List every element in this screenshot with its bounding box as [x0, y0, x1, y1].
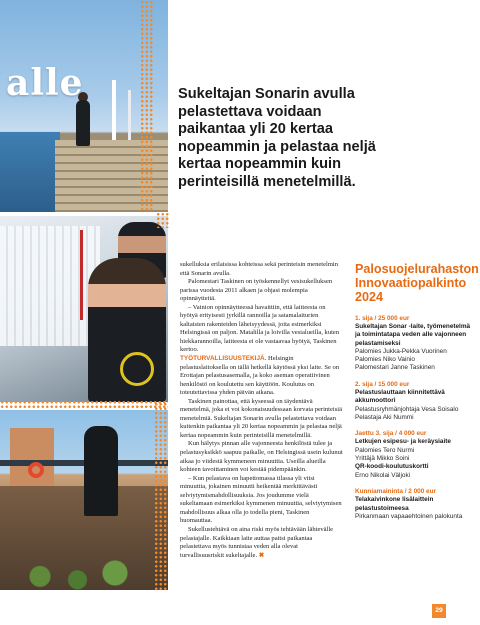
dotted-divider — [140, 0, 154, 212]
prize-rank: Kunniamaininta / 2 000 eur — [355, 487, 436, 495]
prize-rank: 2. sija / 15 000 eur — [355, 380, 410, 388]
body-paragraph: Kun hälytys pinnan alle vajonneesta henkilöstä tulee ja pelastusyksikkö saapuu paikalle, on Helsingissä usein kulunut aikaa jo viidestä kymmeneen minuuttia. Useilla alueilla kohteen tavoittaminen voi kestää pidempäänkin. — [180, 440, 343, 474]
body-paragraph — [180, 355, 343, 398]
prize-person: Palomies Jukka-Pekka Vuorinen — [355, 347, 447, 355]
photo-diver — [76, 100, 90, 146]
prize-person: Palomestari Janne Taskinen — [355, 364, 435, 372]
dotted-divider — [154, 402, 168, 590]
prize-person: Palomies Niko Vainio — [355, 356, 415, 364]
prize-person: Yrittäjä Mikko Soini — [355, 455, 410, 463]
prize-entry — [355, 430, 475, 463]
prize-person: Erno Nikolai Väljoki — [355, 471, 411, 479]
prize-title: Telakaivinkone lisälaittein pelastustoimeesa — [355, 496, 434, 512]
prize-person: Pirkanmaan vapaaehtoinen palokunta — [355, 512, 463, 520]
photo-life-ring — [28, 462, 44, 478]
body-paragraph: Taskinen painottaa, että kyseessä on täydentävä menetelmä, joka ei voi kokonaisuudessaan korvata perinteisiä menetelmiä. Sukeltajan Sonarin avulla pelastettava voidaan kuitenkin paikantaa yli 20 kertaa nopeammin ja pelastaa neljä kertaa nopeammin kuin perinteisillä menetelmillä. — [180, 397, 342, 439]
photo-sea — [0, 132, 60, 212]
body-paragraph: sukelluksia erilaisissa kohteissa sekä perinteisin menetelmin että Sonarin avulla. — [180, 261, 338, 277]
body-paragraph: – Kun pelastava on hapettomassa tilassa yli viisi minuuttia, jokainen minuutti heikentää merkittävästi selviytymismahdollisuuksia. Jos joudumme vielä sukeltamaan esimerkiksi kymmenen minuuttia, selviytymisen mahdollisuus alkaa olla jo todella pieni, Taskinen huomauttaa. — [180, 474, 342, 525]
photo-plants — [10, 556, 160, 590]
photo-yellow-cable — [120, 352, 154, 386]
body-paragraph: Palomestari Taskinen on työskennellyt vesisukelluksen parissa vuodesta 2011 alkaen ja ohjasi molempia opinnäytteitä. — [180, 278, 333, 303]
prize-title: Pelastuslauttaan kiinnitettävä akkumoottori — [355, 388, 445, 405]
photo-ship-mast — [112, 80, 116, 140]
award-sidebar — [355, 262, 479, 529]
body-text: Helsingin pelastuslaitoksella on tällä hetkellä käytössä yksi laite. Se on Erottajan pelastusasemalla, ja koko aseman operatiivinen henkilöstö on koulutettu sen käyttöön. Koulutus on toteutettavissa yhden päivän aikana. — [180, 355, 340, 397]
photo-ship-hull — [0, 226, 100, 346]
sidebar-title: Palosuojelurahaston Innovaatiopalkinto 2024 — [355, 262, 479, 305]
dotted-divider — [156, 212, 170, 228]
prize-rank: Jaettu 3. sija / 4 000 eur — [355, 430, 427, 438]
photo-ship-red-mast — [80, 230, 83, 320]
page-number: 29 — [432, 604, 446, 618]
dotted-divider — [0, 400, 168, 410]
prize-title: QR-koodi-koulutuskortti — [355, 463, 429, 471]
section-kicker: TYÖTURVALLISUUSTEKIJÄ. — [180, 355, 267, 363]
prize-title: Letkujen esipesu- ja keräysiaite — [355, 438, 451, 446]
prize-person: Pelastaja Aki Nummi — [355, 413, 414, 421]
photo-ship-mast-2 — [128, 90, 131, 140]
prize-title: Sukeltajan Sonar -laite, työmenetelmä ja toimintatapa veden alle vajonneen pelastamiseksi — [355, 322, 471, 347]
prize-entry — [355, 488, 475, 521]
prize-entry — [355, 463, 475, 480]
body-paragraph — [180, 526, 343, 560]
prize-person: Palomies Tero Nurmi — [355, 446, 415, 454]
article-headline: Sukeltajan Sonarin avulla pelastettava voidaan paikantaa yli 20 kertaa nopeammin ja pelastaa neljä kertaa nopeammin kuin perinteisillä menetelmillä. — [178, 86, 376, 190]
prize-entry — [355, 315, 475, 373]
end-mark-icon: ✖ — [258, 551, 265, 559]
body-paragraph: – Vainion opinnäytteessä havaittiin, että laitteesta on hyötyä erityisesti jyrkillä rannoilla ja satamalaiturien kaltaisten rakenteiden läheisyydessä, joita esimerkiksi Helsingissä on paljon. Matalilla ja loivilla vesialueilla, kuten hiekkarannoilla, laitteesta ei ole vastaavaa hyötyä, Taskinen kertoo. — [180, 303, 340, 354]
magazine-logo: alle — [6, 62, 84, 104]
body-text: Sukellustehtävä on aina riski myös tehtävään lähtevälle pelastajalle. Kaikkiaan laite auttaa paitsi paikantaa pelastettava myös tunnistaa veden alla olevat turvallisuusriskit sukeltajalle. — [180, 525, 334, 559]
prize-person: Pelastusryhmänjohtaja Vesa Soisalo — [355, 405, 459, 413]
prize-rank: 1. sija / 25 000 eur — [355, 314, 410, 322]
prize-entry — [355, 381, 475, 422]
photo-diver-on-pier — [84, 426, 118, 516]
article-body — [180, 261, 343, 560]
